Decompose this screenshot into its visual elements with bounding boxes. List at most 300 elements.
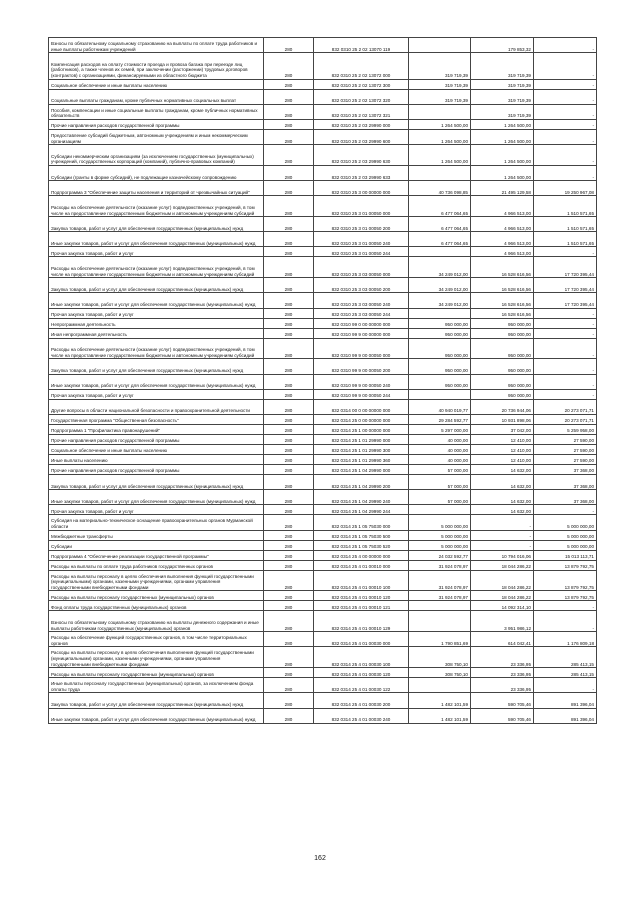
table-row [49, 601, 597, 611]
table-row [49, 425, 597, 435]
row-code-cell: 280 [264, 515, 314, 530]
row-executed-cell: 1 264 500,00 [471, 145, 534, 166]
row-classification-cell: 832 0310 99 9 00 00050 000 [314, 338, 409, 359]
row-executed-cell: - [471, 540, 534, 550]
row-classification-cell: 832 0310 99 9 00 00050 240 [314, 374, 409, 389]
row-code-cell: 280 [264, 278, 314, 293]
row-approved-cell: 5 297 000,00 [409, 425, 471, 435]
table-row [49, 550, 597, 560]
row-unexecuted-cell: - [534, 119, 597, 129]
row-code-cell: 280 [264, 445, 314, 455]
row-code-cell: 280 [264, 399, 314, 414]
table-row [49, 399, 597, 414]
row-code-cell: 280 [264, 257, 314, 278]
row-classification-cell: 832 0314 25 1 00 00000 000 [314, 425, 409, 435]
row-classification-cell: 832 0314 25 4 01 00030 100 [314, 647, 409, 668]
page-number: 162 [314, 855, 326, 862]
row-code-cell: 280 [264, 79, 314, 89]
row-unexecuted-cell: 19 250 967,08 [534, 181, 597, 196]
row-unexecuted-cell: - [534, 505, 597, 515]
row-approved-cell: 308 750,10 [409, 647, 471, 668]
row-classification-cell: 832 0310 25 3 01 00050 244 [314, 247, 409, 257]
row-approved-cell: 950 000,00 [409, 374, 471, 389]
row-unexecuted-cell: 1 510 571,65 [534, 217, 597, 232]
row-name-cell: Государственная программа "Общественная безопасность" [49, 415, 264, 425]
row-classification-cell: 832 0314 25 1 01 29990 360 [314, 455, 409, 465]
row-executed-cell: 14 632,00 [471, 475, 534, 490]
row-executed-cell: 14 632,00 [471, 490, 534, 505]
row-executed-cell: 23 336,95 [471, 647, 534, 668]
row-name-cell: Закупка товаров, работ и услуг для обеспечения государственных (муниципальных) нужд [49, 217, 264, 232]
row-unexecuted-cell: 5 000 000,00 [534, 540, 597, 550]
row-name-cell: Расходы на выплаты персоналу в целях обеспечения выполнения функций государственными (муниципальными) органами, казенными учреждениями, органами управления государственными внебюджетными фондами [49, 570, 264, 591]
row-unexecuted-cell: 5 000 000,00 [534, 515, 597, 530]
row-code-cell: 280 [264, 104, 314, 119]
table-row [49, 678, 597, 693]
row-unexecuted-cell: 13 879 792,75 [534, 560, 597, 570]
row-unexecuted-cell: 27 590,00 [534, 435, 597, 445]
row-code-cell: 280 [264, 647, 314, 668]
table-row [49, 591, 597, 601]
row-classification-cell: 832 0310 25 3 03 00050 244 [314, 308, 409, 318]
row-executed-cell: 23 336,95 [471, 668, 534, 678]
row-approved-cell: 1 482 101,59 [409, 693, 471, 708]
row-approved-cell: 34 249 012,00 [409, 278, 471, 293]
row-executed-cell: 18 044 286,22 [471, 560, 534, 570]
row-approved-cell: 31 924 078,97 [409, 560, 471, 570]
table-row [49, 328, 597, 338]
row-approved-cell: 1 264 500,00 [409, 145, 471, 166]
row-code-cell: 280 [264, 145, 314, 166]
row-unexecuted-cell: 37 368,00 [534, 475, 597, 490]
row-classification-cell: 832 0310 25 2 03 29990 000 [314, 119, 409, 129]
row-name-cell: Социальное обеспечение и иные выплаты населению [49, 79, 264, 89]
row-approved-cell: 6 477 064,65 [409, 232, 471, 247]
row-name-cell: Подпрограмма 1 "Профилактика правонарушений" [49, 425, 264, 435]
row-executed-cell: 4 966 513,00 [471, 247, 534, 257]
row-name-cell: Прочие направления расходов государственной программы [49, 119, 264, 129]
table-row [49, 389, 597, 399]
row-approved-cell: 319 719,39 [409, 53, 471, 79]
row-executed-cell: 590 705,46 [471, 693, 534, 708]
row-classification-cell: 832 0314 25 1 05 75030 000 [314, 515, 409, 530]
row-unexecuted-cell: - [534, 359, 597, 374]
table-row [49, 104, 597, 119]
row-classification-cell: 832 0314 25 1 04 29990 200 [314, 475, 409, 490]
row-unexecuted-cell: - [534, 328, 597, 338]
row-name-cell: Взносы по обязательному социальному страхованию на выплаты денежного содержания и иные выплаты работникам государственных (муниципальных) органов [49, 611, 264, 632]
table-row [49, 490, 597, 505]
table-row [49, 540, 597, 550]
row-unexecuted-cell: 1 510 571,65 [534, 196, 597, 217]
row-classification-cell: 832 0314 25 4 01 00030 200 [314, 693, 409, 708]
row-unexecuted-cell: 1 176 809,18 [534, 632, 597, 647]
row-name-cell: Иные закупки товаров, работ и услуг для обеспечения государственных (муниципальных) нужд [49, 708, 264, 723]
row-classification-cell: 832 0314 25 4 01 00030 000 [314, 632, 409, 647]
row-executed-cell: 179 853,32 [471, 38, 534, 53]
row-classification-cell: 832 0314 25 1 05 75030 520 [314, 540, 409, 550]
row-classification-cell: 832 0310 25 3 01 00050 000 [314, 196, 409, 217]
row-approved-cell: 1 790 851,69 [409, 632, 471, 647]
row-name-cell: Подпрограмма 3 "Обеспечение защиты населения и территорий от чрезвычайных ситуаций" [49, 181, 264, 196]
row-code-cell: 280 [264, 632, 314, 647]
row-classification-cell: 832 0310 25 2 02 13072 321 [314, 104, 409, 119]
table-row [49, 560, 597, 570]
row-unexecuted-cell: 27 590,00 [534, 445, 597, 455]
row-name-cell: Расходы на выплаты по оплате труда работников государственных органов [49, 560, 264, 570]
table-row [49, 257, 597, 278]
row-name-cell: Закупка товаров, работ и услуг для обеспечения государственных (муниципальных) нужд [49, 278, 264, 293]
table-row [49, 217, 597, 232]
row-approved-cell: 40 000,00 [409, 455, 471, 465]
row-unexecuted-cell: 17 720 395,44 [534, 293, 597, 308]
row-unexecuted-cell: - [534, 389, 597, 399]
row-name-cell: Прочая закупка товаров, работ и услуг [49, 505, 264, 515]
row-code-cell: 280 [264, 693, 314, 708]
row-classification-cell: 832 0314 25 4 00 00000 000 [314, 550, 409, 560]
row-name-cell: Подпрограмма 4 "Обеспечение реализации государственной программы" [49, 550, 264, 560]
row-classification-cell: 832 0310 25 2 02 13072 320 [314, 89, 409, 104]
row-approved-cell: 31 924 078,97 [409, 570, 471, 591]
row-classification-cell: 832 0314 25 4 01 00010 100 [314, 570, 409, 591]
table-row [49, 515, 597, 530]
table-row [49, 181, 597, 196]
row-unexecuted-cell: - [534, 611, 597, 632]
row-approved-cell: 29 284 592,77 [409, 415, 471, 425]
row-approved-cell: 57 000,00 [409, 465, 471, 475]
row-classification-cell: 832 0314 25 4 01 00030 122 [314, 678, 409, 693]
row-unexecuted-cell: 13 879 792,75 [534, 570, 597, 591]
row-executed-cell: 23 336,95 [471, 678, 534, 693]
row-executed-cell: 950 000,00 [471, 389, 534, 399]
row-code-cell: 280 [264, 293, 314, 308]
row-executed-cell: 3 951 986,12 [471, 611, 534, 632]
row-code-cell: 280 [264, 181, 314, 196]
row-name-cell: Субсидии некоммерческим организациям (за исключением государственных (муниципальных) учреждений, государственных корпораций (компаний), публично-правовых компаний) [49, 145, 264, 166]
row-classification-cell: 832 0310 25 2 03 29990 633 [314, 165, 409, 180]
row-classification-cell: 832 0310 25 2 02 13070 119 [314, 38, 409, 53]
row-classification-cell: 832 0314 25 4 01 00010 000 [314, 560, 409, 570]
row-code-cell: 280 [264, 89, 314, 104]
row-unexecuted-cell: - [534, 247, 597, 257]
row-executed-cell: 16 528 616,56 [471, 308, 534, 318]
row-unexecuted-cell: 37 368,00 [534, 465, 597, 475]
row-executed-cell: 10 794 016,06 [471, 550, 534, 560]
row-approved-cell: 24 032 592,77 [409, 550, 471, 560]
row-executed-cell: 950 000,00 [471, 318, 534, 328]
row-approved-cell: 34 249 012,00 [409, 293, 471, 308]
row-approved-cell [409, 678, 471, 693]
table-row [49, 632, 597, 647]
row-classification-cell: 832 0310 25 2 02 13072 300 [314, 79, 409, 89]
row-code-cell: 280 [264, 425, 314, 435]
row-classification-cell: 832 0310 25 3 01 00050 200 [314, 217, 409, 232]
row-unexecuted-cell: 20 273 071,71 [534, 399, 597, 414]
row-code-cell: 280 [264, 435, 314, 445]
table-row [49, 145, 597, 166]
row-unexecuted-cell: - [534, 318, 597, 328]
row-code-cell: 280 [264, 217, 314, 232]
table-row [49, 693, 597, 708]
row-approved-cell: 6 477 064,65 [409, 196, 471, 217]
row-executed-cell: 590 705,46 [471, 708, 534, 723]
row-unexecuted-cell: - [534, 79, 597, 89]
row-code-cell: 280 [264, 338, 314, 359]
row-name-cell: Социальные выплаты гражданам, кроме публичных нормативных социальных выплат [49, 89, 264, 104]
row-code-cell: 280 [264, 570, 314, 591]
row-executed-cell: 16 528 616,56 [471, 293, 534, 308]
row-approved-cell [409, 601, 471, 611]
row-code-cell: 280 [264, 490, 314, 505]
table-row [49, 196, 597, 217]
row-classification-cell: 832 0310 25 2 03 29990 630 [314, 145, 409, 166]
row-classification-cell: 832 0314 25 1 01 29990 300 [314, 445, 409, 455]
row-name-cell: Субсидии (гранты в форме субсидий), не подлежащие казначейскому сопровождению [49, 165, 264, 180]
row-executed-cell: 14 632,00 [471, 505, 534, 515]
row-executed-cell: 18 044 286,22 [471, 570, 534, 591]
row-name-cell: Прочая закупка товаров, работ и услуг [49, 389, 264, 399]
row-name-cell: Фонд оплаты труда государственных (муниципальных) органов [49, 601, 264, 611]
row-classification-cell: 832 0314 25 4 01 00010 120 [314, 591, 409, 601]
row-classification-cell: 832 0310 99 9 00 00050 200 [314, 359, 409, 374]
row-name-cell: Закупка товаров, работ и услуг для обеспечения государственных (муниципальных) нужд [49, 359, 264, 374]
row-approved-cell: 950 000,00 [409, 328, 471, 338]
row-unexecuted-cell: - [534, 374, 597, 389]
row-approved-cell: 31 924 078,97 [409, 591, 471, 601]
row-code-cell: 280 [264, 550, 314, 560]
row-unexecuted-cell: - [534, 89, 597, 104]
table-row [49, 611, 597, 632]
row-name-cell: Расходы на обеспечение деятельности (оказание услуг) подведомственных учреждений, в том числе на предоставление государственным бюджетным и автономным учреждениям субсидий [49, 196, 264, 217]
table-row [49, 318, 597, 328]
row-code-cell: 280 [264, 708, 314, 723]
row-executed-cell: 12 410,00 [471, 445, 534, 455]
row-unexecuted-cell: - [534, 338, 597, 359]
row-classification-cell: 832 0310 99 9 00 00000 000 [314, 328, 409, 338]
table-row [49, 668, 597, 678]
row-name-cell: Иные закупки товаров, работ и услуг для обеспечения государственных (муниципальных) нужд [49, 293, 264, 308]
row-code-cell: 280 [264, 119, 314, 129]
row-code-cell: 280 [264, 38, 314, 53]
row-approved-cell: 57 000,00 [409, 490, 471, 505]
row-code-cell: 280 [264, 601, 314, 611]
table-row [49, 570, 597, 591]
row-approved-cell: 1 264 500,00 [409, 129, 471, 144]
row-code-cell: 280 [264, 591, 314, 601]
row-unexecuted-cell: 891 396,04 [534, 708, 597, 723]
row-executed-cell: 950 000,00 [471, 359, 534, 374]
row-approved-cell: 308 750,10 [409, 668, 471, 678]
table-row [49, 38, 597, 53]
row-approved-cell: 40 000,00 [409, 445, 471, 455]
table-row [49, 79, 597, 89]
row-executed-cell: 319 719,39 [471, 79, 534, 89]
row-code-cell: 280 [264, 668, 314, 678]
row-classification-cell: 832 0310 25 3 03 00050 240 [314, 293, 409, 308]
row-unexecuted-cell: 5 259 958,00 [534, 425, 597, 435]
table-row [49, 435, 597, 445]
table-row [49, 445, 597, 455]
table-row [49, 129, 597, 144]
row-classification-cell: 832 0314 25 4 01 00010 121 [314, 601, 409, 611]
row-code-cell: 280 [264, 455, 314, 465]
row-approved-cell: 57 000,00 [409, 475, 471, 490]
row-code-cell: 280 [264, 465, 314, 475]
table-row [49, 359, 597, 374]
row-executed-cell: 950 000,00 [471, 328, 534, 338]
row-code-cell: 280 [264, 505, 314, 515]
row-approved-cell [409, 104, 471, 119]
row-code-cell: 280 [264, 530, 314, 540]
row-executed-cell: 4 966 513,00 [471, 232, 534, 247]
row-name-cell: Пособия, компенсации и иные социальные выплаты гражданам, кроме публичных нормативных обязательств [49, 104, 264, 119]
row-code-cell: 280 [264, 415, 314, 425]
row-classification-cell: 832 0314 25 1 04 29990 244 [314, 505, 409, 515]
row-name-cell: Межбюджетные трансферты [49, 530, 264, 540]
row-name-cell: Прочая закупка товаров, работ и услуг [49, 247, 264, 257]
table-row [49, 247, 597, 257]
row-classification-cell: 832 0314 25 1 01 29990 000 [314, 435, 409, 445]
row-code-cell: 280 [264, 165, 314, 180]
row-code-cell: 280 [264, 389, 314, 399]
table-row [49, 505, 597, 515]
row-approved-cell [409, 505, 471, 515]
row-approved-cell: 950 000,00 [409, 338, 471, 359]
row-name-cell: Компенсация расходов на оплату стоимости проезда и провоза багажа при переезде лиц (работников), а также членов их семей, при заключении (расторжении) трудовых договоров (контрактов) с организациями, финансируемыми из областного бюджета [49, 53, 264, 79]
table-row [49, 374, 597, 389]
row-name-cell: Расходы на обеспечение деятельности (оказание услуг) подведомственных учреждений, в том числе на предоставление государственным бюджетным и автономным учреждениям субсидий [49, 338, 264, 359]
row-unexecuted-cell: - [534, 104, 597, 119]
row-name-cell: Иные выплаты персоналу государственных (муниципальных) органов, за исключением фонда оплаты труда [49, 678, 264, 693]
row-name-cell: Взносы по обязательному социальному страхованию на выплаты по оплате труда работников и иные выплаты работникам учреждений [49, 38, 264, 53]
row-classification-cell: 832 0314 25 4 01 00010 129 [314, 611, 409, 632]
row-approved-cell [409, 38, 471, 53]
row-name-cell: Субсидия на материально-техническое оснащение правоохранительных органов Мурманской области [49, 515, 264, 530]
row-code-cell: 280 [264, 247, 314, 257]
row-code-cell: 280 [264, 611, 314, 632]
row-classification-cell: 832 0310 25 3 01 00050 240 [314, 232, 409, 247]
row-name-cell: Закупка товаров, работ и услуг для обеспечения государственных (муниципальных) нужд [49, 693, 264, 708]
row-executed-cell: 614 042,41 [471, 632, 534, 647]
row-approved-cell: 1 482 101,59 [409, 708, 471, 723]
row-unexecuted-cell: - [534, 308, 597, 318]
row-code-cell: 280 [264, 196, 314, 217]
row-executed-cell: 16 528 616,56 [471, 257, 534, 278]
table-row [49, 119, 597, 129]
row-executed-cell: 319 719,39 [471, 53, 534, 79]
row-executed-cell: 10 931 898,06 [471, 415, 534, 425]
table-row [49, 415, 597, 425]
row-classification-cell: 832 0314 25 4 01 00030 120 [314, 668, 409, 678]
row-classification-cell: 832 0314 25 1 04 29990 000 [314, 465, 409, 475]
row-code-cell: 280 [264, 308, 314, 318]
row-code-cell: 280 [264, 475, 314, 490]
row-executed-cell: 14 092 314,10 [471, 601, 534, 611]
row-code-cell: 280 [264, 359, 314, 374]
row-name-cell: Иные выплаты населению [49, 455, 264, 465]
row-executed-cell: 16 528 616,56 [471, 278, 534, 293]
row-unexecuted-cell: 17 720 395,44 [534, 257, 597, 278]
row-approved-cell: 5 000 000,00 [409, 540, 471, 550]
row-name-cell: Расходы на выплаты персоналу государственных (муниципальных) органов [49, 668, 264, 678]
row-unexecuted-cell: - [534, 678, 597, 693]
row-executed-cell: 14 632,00 [471, 465, 534, 475]
row-executed-cell: - [471, 515, 534, 530]
row-name-cell: Предоставление субсидий бюджетным, автономным учреждениям и иным некоммерческим организациям [49, 129, 264, 144]
row-executed-cell: 1 264 500,00 [471, 119, 534, 129]
row-executed-cell: 1 264 500,00 [471, 165, 534, 180]
row-unexecuted-cell: 1 510 571,65 [534, 232, 597, 247]
row-code-cell: 280 [264, 53, 314, 79]
row-unexecuted-cell: - [534, 129, 597, 144]
row-classification-cell: 832 0310 25 3 03 00050 200 [314, 278, 409, 293]
row-unexecuted-cell: 15 013 113,71 [534, 550, 597, 560]
row-code-cell: 280 [264, 560, 314, 570]
row-classification-cell: 832 0314 25 4 01 00030 240 [314, 708, 409, 723]
table-row [49, 232, 597, 247]
row-unexecuted-cell: 285 413,15 [534, 647, 597, 668]
row-approved-cell: 1 264 500,00 [409, 119, 471, 129]
row-name-cell: Закупка товаров, работ и услуг для обеспечения государственных (муниципальных) нужд [49, 475, 264, 490]
row-code-cell: 280 [264, 374, 314, 389]
row-classification-cell: 832 0310 25 2 02 13072 000 [314, 53, 409, 79]
row-unexecuted-cell: - [534, 53, 597, 79]
row-executed-cell: 18 044 286,22 [471, 591, 534, 601]
row-approved-cell: 40 736 098,85 [409, 181, 471, 196]
budget-table [48, 37, 597, 724]
row-name-cell: Прочая закупка товаров, работ и услуг [49, 308, 264, 318]
row-name-cell: Расходы на обеспечение функций государственных органов, в том числе территориальных органов [49, 632, 264, 647]
row-unexecuted-cell: - [534, 38, 597, 53]
row-unexecuted-cell: 891 396,04 [534, 693, 597, 708]
row-unexecuted-cell: 20 273 071,71 [534, 415, 597, 425]
table-row [49, 465, 597, 475]
row-code-cell: 280 [264, 129, 314, 144]
row-executed-cell: 319 719,39 [471, 104, 534, 119]
row-executed-cell: 4 966 513,00 [471, 217, 534, 232]
table-row [49, 53, 597, 79]
row-unexecuted-cell: 13 879 792,75 [534, 591, 597, 601]
row-unexecuted-cell: - [534, 601, 597, 611]
row-approved-cell [409, 247, 471, 257]
row-approved-cell: 34 249 012,00 [409, 257, 471, 278]
row-approved-cell: 950 000,00 [409, 359, 471, 374]
row-name-cell: Прочие направления расходов государственной программы [49, 435, 264, 445]
row-unexecuted-cell: - [534, 165, 597, 180]
row-name-cell: Расходы на выплаты персоналу в целях обеспечения выполнения функций государственными (муниципальными) органами, казенными учреждениями, органами управления государственными внебюджетными фондами [49, 647, 264, 668]
row-name-cell: Непрограммная деятельность [49, 318, 264, 328]
row-classification-cell: 832 0314 00 0 00 00000 000 [314, 399, 409, 414]
table-row [49, 530, 597, 540]
row-executed-cell: 4 966 513,00 [471, 196, 534, 217]
row-code-cell: 280 [264, 678, 314, 693]
row-approved-cell: 6 477 064,65 [409, 217, 471, 232]
row-approved-cell: 950 000,00 [409, 318, 471, 328]
row-classification-cell: 832 0310 25 3 03 00050 000 [314, 257, 409, 278]
row-approved-cell [409, 165, 471, 180]
row-executed-cell: 950 000,00 [471, 374, 534, 389]
row-name-cell: Другие вопросы в области национальной безопасности и правоохранительной деятельности [49, 399, 264, 414]
row-unexecuted-cell: - [534, 145, 597, 166]
row-name-cell: Иные закупки товаров, работ и услуг для обеспечения государственных (муниципальных) нужд [49, 490, 264, 505]
row-classification-cell: 832 0314 25 0 00 00000 000 [314, 415, 409, 425]
table-row [49, 89, 597, 104]
row-unexecuted-cell: 27 590,00 [534, 455, 597, 465]
row-name-cell: Социальное обеспечение и иные выплаты населению [49, 445, 264, 455]
row-code-cell: 280 [264, 232, 314, 247]
row-name-cell: Расходы на выплаты персоналу государственных (муниципальных) органов [49, 591, 264, 601]
row-approved-cell: 319 719,39 [409, 89, 471, 104]
